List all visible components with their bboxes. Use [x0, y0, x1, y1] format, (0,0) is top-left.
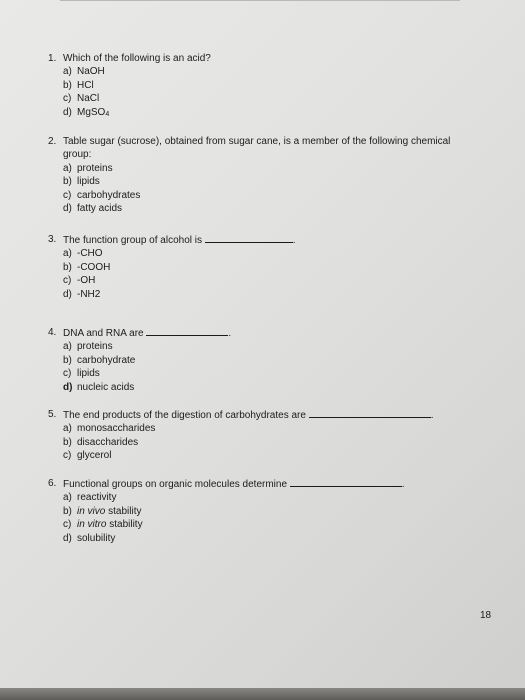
- option-c: c) lipids: [63, 368, 100, 380]
- page-number: 18: [480, 610, 492, 621]
- option-d: d) nucleic acids: [63, 381, 135, 393]
- question-text: Functional groups on organic molecules determine: [63, 479, 288, 490]
- top-rule: [60, 0, 460, 1]
- question-5: 5. The end products of the digestion of carbohydrates are . a) monosaccharides b) disaccharides c) glycerol: [48, 409, 434, 462]
- option-a: a) reactivity: [63, 492, 117, 504]
- option-d: d) fatty acids: [63, 203, 123, 215]
- option-a: a) NaOH: [63, 66, 105, 78]
- question-text: Table sugar (sucrose), obtained from sugar cane, is a member of the following chemical: [63, 136, 451, 147]
- question-text: Which of the following is an acid?: [63, 53, 211, 64]
- question-number: 3.: [48, 234, 57, 245]
- option-a: a) proteins: [63, 341, 113, 353]
- answer-blank: [146, 326, 228, 336]
- question-3: 3. The function group of alcohol is . a) -CHO b) -COOH c) -OH d) -NH2: [48, 234, 296, 300]
- option-d: d) solubility: [63, 532, 116, 544]
- option-c: c) glycerol: [63, 450, 112, 462]
- question-text: The end products of the digestion of carbohydrates are: [63, 410, 306, 421]
- question-1: [48, 52, 211, 121]
- option-a: a) monosaccharides: [63, 423, 156, 435]
- option-b: b) disaccharides: [63, 436, 139, 448]
- question-number: 2.: [48, 136, 57, 147]
- answer-blank: [290, 477, 402, 487]
- table-surface: [0, 688, 525, 700]
- question-number: 1.: [48, 53, 57, 64]
- question-text: DNA and RNA are: [63, 328, 144, 339]
- option-b: b) carbohydrate: [63, 354, 136, 366]
- option-c: c) -OH: [63, 275, 96, 287]
- option-c: c) carbohydrates: [63, 189, 141, 201]
- question-number: 4.: [48, 327, 57, 338]
- question-text: The function group of alcohol is: [63, 235, 202, 246]
- question-6: 6. Functional groups on organic molecules determine . a) reactivity b) in vivo stability c) in vitro stability d) solubility: [48, 478, 405, 544]
- question-4: 4. DNA and RNA are . a) proteins b) carbohydrate c) lipids d) nucleic acids: [48, 327, 232, 393]
- option-a: a) proteins: [63, 162, 113, 174]
- option-a: a) -CHO: [63, 248, 103, 260]
- answer-blank: [205, 233, 293, 243]
- option-b: b) -COOH: [63, 261, 111, 273]
- option-c: c) NaCl: [63, 93, 100, 105]
- option-b: b) in vivo stability: [63, 505, 142, 517]
- question-text-continued: group:: [63, 149, 92, 161]
- option-b: b) lipids: [63, 176, 100, 188]
- option-c: c) in vitro stability: [63, 519, 143, 531]
- option-b: b) HCl: [63, 79, 94, 91]
- option-d: d) -NH2: [63, 288, 101, 300]
- answer-blank: [309, 408, 431, 418]
- option-d: d) MgSO$_4$: [63, 106, 110, 118]
- question-number: 6.: [48, 478, 57, 489]
- question-number: 5.: [48, 409, 57, 420]
- question-2: [48, 135, 450, 215]
